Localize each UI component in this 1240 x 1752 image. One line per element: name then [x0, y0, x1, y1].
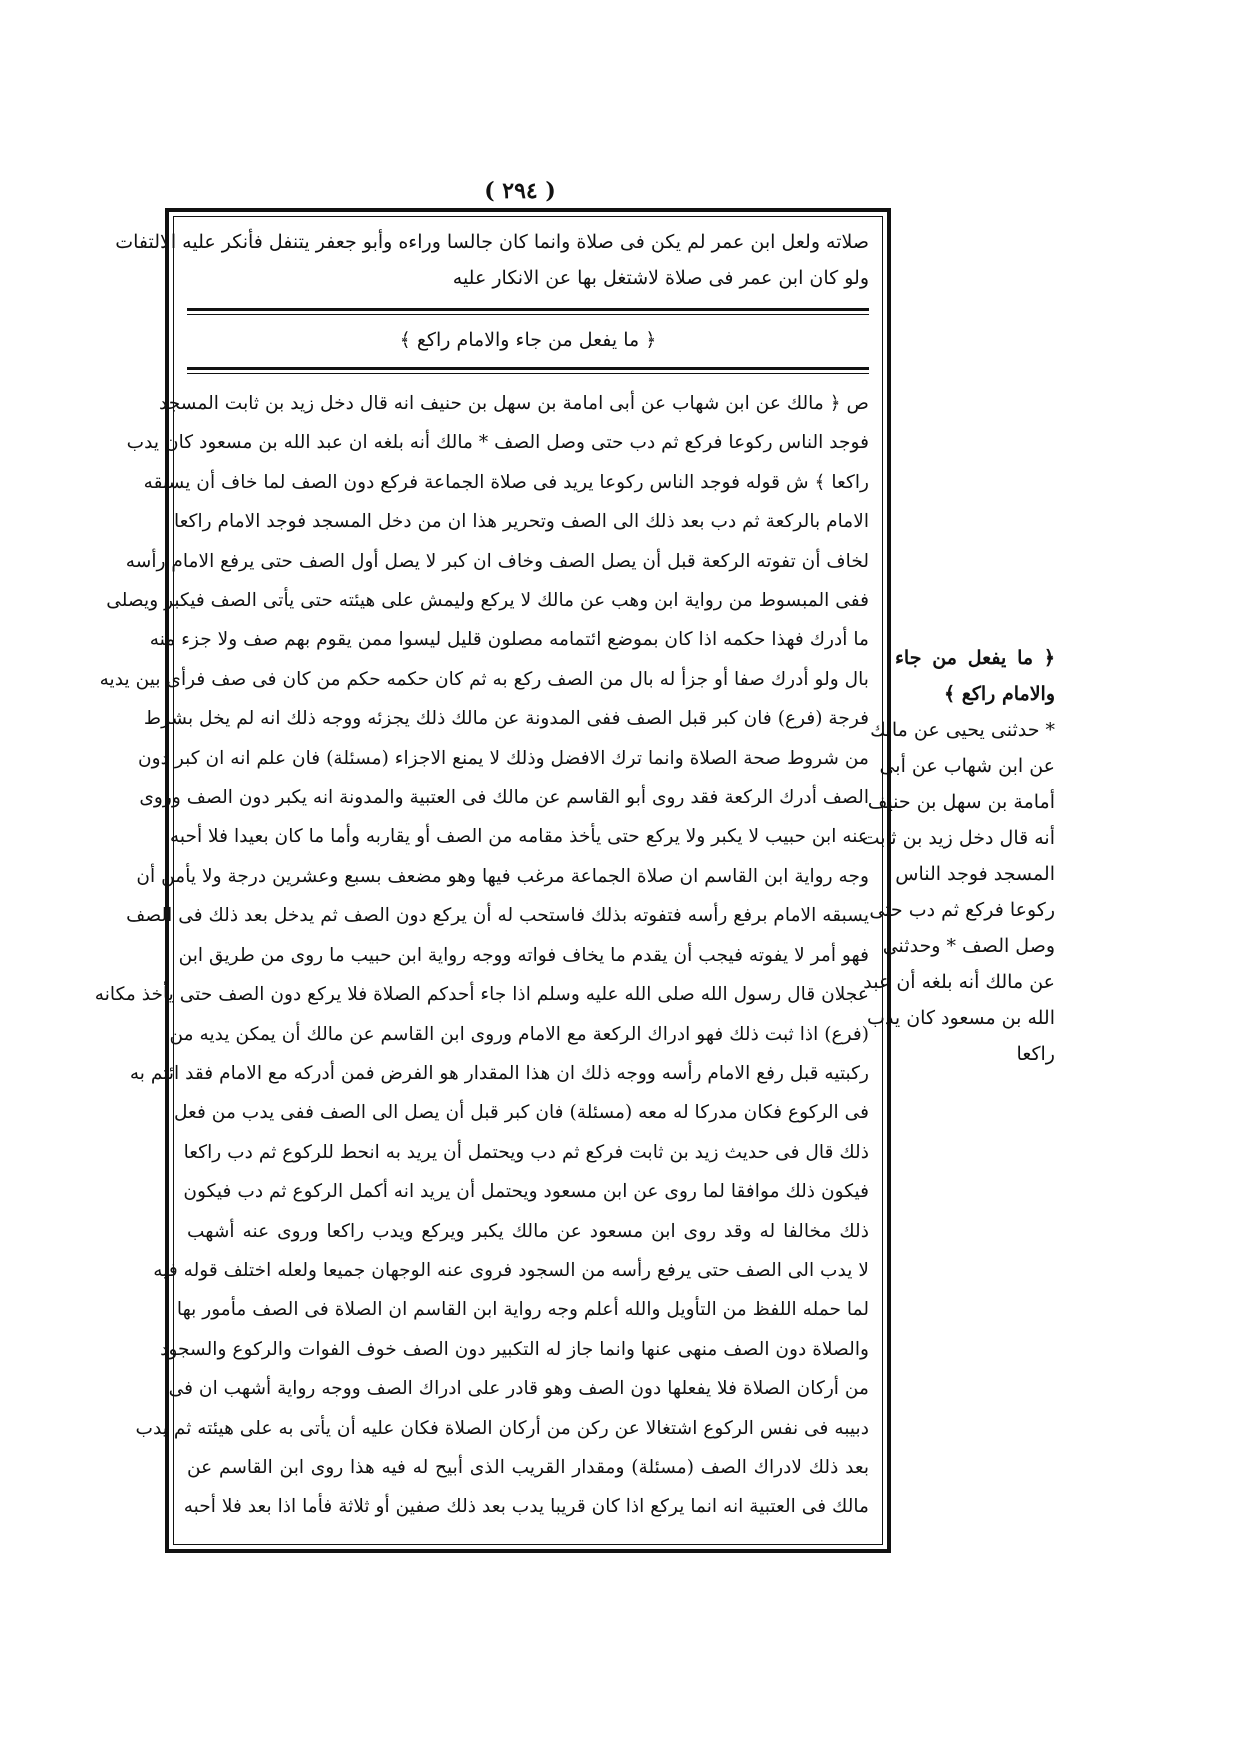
margin-line: عن مالك أنه بلغه أن عبد	[863, 971, 1055, 993]
divider	[187, 367, 869, 374]
body-line: ذلك مخالفا له وقد روى ابن مسعود عن مالك يكبر ويركع ويدب راكعا وروى عنه أشهب	[187, 1220, 869, 1242]
body-line: عجلان قال رسول الله صلى الله عليه وسلم اذا جاء أحدكم الصلاة فلا يركع دون الصف حتى يأخذ مكانه	[94, 984, 869, 1006]
margin-line: الله بن مسعود كان يدب	[867, 1007, 1055, 1029]
body-line: لما حمله اللفظ من التأويل والله أعلم وجه رواية ابن القاسم ان الصلاة فى الصف مأمور بها	[176, 1299, 869, 1321]
text-frame	[94, 208, 891, 1553]
body-line: لا يدب الى الصف حتى يرفع رأسه من السجود فروى عنه الوجهان جميعا ولعله اختلف قوله فيه	[153, 1259, 869, 1281]
body-line: ركبتيه قبل رفع الامام رأسه ووجه ذلك ان هذا المقدار هو الفرض فمن أدركه مع الامام فقد ائتم به	[129, 1062, 869, 1084]
body-line: مالك فى العتبية انه انما يركع اذا كان قريبا يدب بعد ذلك صفين أو ثلاثة فأما اذا بعد فلا أحبه	[183, 1496, 869, 1518]
body-line: ففى المبسوط من رواية ابن وهب عن مالك لا يركع وليمش على هيئته حتى يأتى الصف فيكبر ويصلى	[106, 590, 869, 612]
body-line: من شروط صحة الصلاة وانما ترك الافضل وذلك لا يمنع الاجزاء (مسئلة) فان علم انه ان كبر دون	[138, 747, 869, 769]
margin-line: المسجد فوجد الناس	[895, 863, 1055, 885]
body-line: بعد ذلك لادراك الصف (مسئلة) ومقدار القريب الذى أبيح له فيه هذا روى ابن القاسم عن	[187, 1456, 869, 1478]
body-text	[94, 384, 869, 1527]
margin-line: راكعا	[1016, 1043, 1055, 1065]
body-line: وجه رواية ابن القاسم ان صلاة الجماعة مرغب فيها وهو مضعف بسبع وعشرين درجة ولا يأمن أن	[136, 865, 869, 887]
body-line: دبيبه فى نفس الركوع اشتغالا عن ركن من أركان الصلاة فكان عليه أن يأتى به على هيئته ثم يدب	[135, 1417, 869, 1439]
body-line: ص ﴿ مالك عن ابن شهاب عن أبى امامة بن سهل بن حنيف انه قال دخل زيد بن ثابت المسجد	[158, 393, 869, 414]
margin-line: أنه قال دخل زيد بن ثابت	[861, 827, 1055, 849]
margin-note	[861, 640, 1055, 1072]
body-line: بال ولو أدرك صفا أو جزأ له بال من الصف ركع به ثم كان حكمه حكم من كان فى صف فرأى بين يديه	[99, 668, 869, 690]
body-line: من أركان الصلاة فلا يفعلها دون الصف وهو قادر على ادراك الصف ووجه رواية أشهب ان فى	[168, 1378, 869, 1400]
top-line: صلاته ولعل ابن عمر لم يكن فى صلاة وانما كان جالسا وراءه وأبو جعفر يتنفل فأنكر عليه الالتفات	[115, 231, 869, 253]
body-line: عنه ابن حبيب لا يكبر ولا يركع حتى يأخذ مقامه من الصف أو يقاربه وأما ما كان بعيدا فلا أحبه	[169, 826, 869, 848]
body-line: لخاف أن تفوته الركعة قبل أن يصل الصف وخاف ان كبر لا يصل أول الصف حتى يرفع الامام رأسه	[125, 550, 869, 572]
body-line: فى الركوع فكان مدركا له معه (مسئلة) فان كبر قبل أن يصل الى الصف ففى يدب من فعل	[173, 1102, 869, 1124]
body-line: يسبقه الامام برفع رأسه فتفوته بذلك فاستحب له أن يركع دون الصف ثم يدخل بعد ذلك فى الصف	[126, 905, 869, 927]
body-line: فيكون ذلك موافقا لما روى عن ابن مسعود ويحتمل أن يريد انه أكمل الركوع ثم دب فيكون	[183, 1181, 869, 1203]
top-lines	[115, 224, 869, 296]
body-line: راكعا ﴾ ش قوله فوجد الناس ركوعا يريد فى صلاة الجماعة فركع دون الصف لما خاف أن يسبقه	[143, 471, 869, 493]
body-line: فوجد الناس ركوعا فركع ثم دب حتى وصل الصف * مالك أنه بلغه ان عبد الله بن مسعود كان يدب	[126, 432, 869, 454]
margin-line: ركوعا فركع ثم دب حتى	[869, 899, 1055, 921]
body-line: ما أدرك فهذا حكمه اذا كان بموضع ائتمامه مصلون قليل ليسوا ممن يقوم بهم صف ولا جزء منه	[149, 629, 869, 651]
margin-line: * حدثنى يحيى عن مالك	[870, 719, 1055, 741]
section-heading: ﴿ ما يفعل من جاء والامام راكع ﴾	[399, 329, 657, 351]
margin-heading: ﴿ ما يفعل من جاء والامام راكع ﴾	[895, 647, 1055, 705]
top-line: ولو كان ابن عمر فى صلاة لاشتغل بها عن الانكار عليه	[452, 267, 869, 289]
body-line: فرجة (فرع) فان كبر قبل الصف ففى المدونة عن مالك ذلك يجزئه ووجه ذلك انه لم يخل بشرط	[143, 708, 869, 730]
margin-line: عن ابن شهاب عن أبى	[879, 755, 1055, 777]
page-number: ( ٢٩٤ )	[484, 178, 556, 204]
body-line: (فرع) اذا ثبت ذلك فهو ادراك الركعة مع الامام وروى ابن القاسم عن مالك أن يمكن يديه من	[169, 1023, 869, 1045]
body-line: الصف أدرك الركعة فقد روى أبو القاسم عن مالك فى العتبية والمدونة انه يكبر دون الصف وروى	[139, 787, 869, 809]
body-line: ذلك قال فى حديث زيد بن ثابت فركع ثم دب ويحتمل أن يريد به انحط للركوع ثم دب راكعا	[183, 1141, 869, 1163]
body-line: والصلاة دون الصف منهى عنها وانما جاز له التكبير دون الصف خوف الفوات والركوع والسجود	[160, 1338, 869, 1360]
margin-line: وصل الصف * وحدثنى	[882, 935, 1055, 957]
margin-line: أمامة بن سهل بن حنيف	[867, 791, 1055, 813]
body-line: الامام بالركعة ثم دب بعد ذلك الى الصف وتحرير هذا ان من دخل المسجد فوجد الامام راكعا	[173, 511, 869, 533]
body-line: فهو أمر لا يفوته فيجب أن يقدم ما يخاف فواته ووجه رواية ابن حبيب ما روى من طريق ابن	[178, 944, 869, 966]
divider	[187, 308, 869, 315]
